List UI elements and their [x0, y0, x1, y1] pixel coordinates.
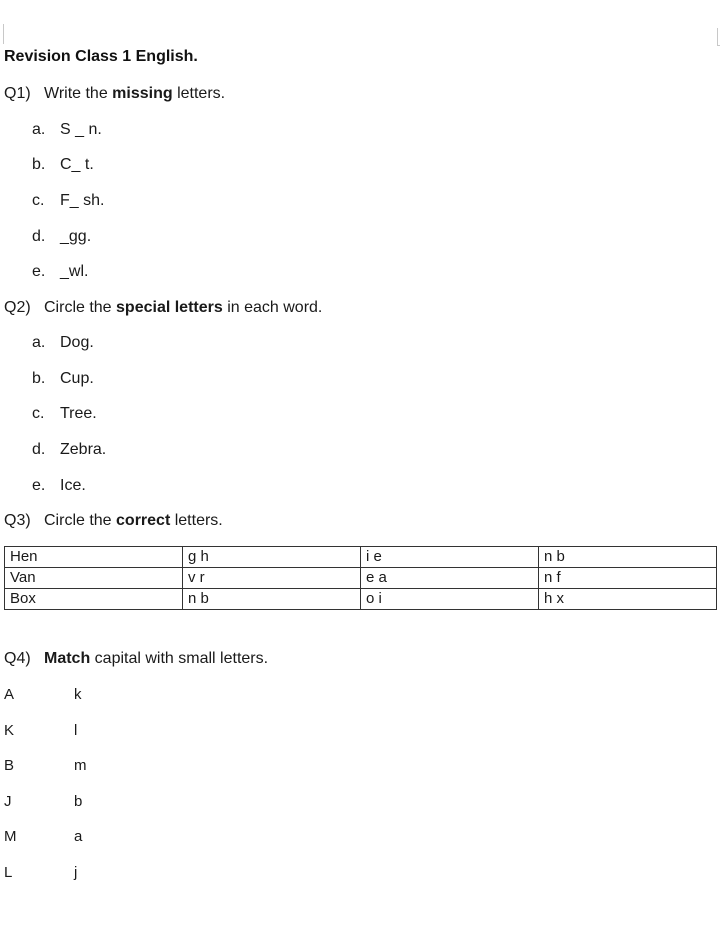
small-letter: a	[74, 828, 83, 845]
capital-letter: K	[4, 722, 15, 739]
q2-item-d-letter: d.	[32, 441, 46, 458]
small-letter: j	[74, 864, 78, 881]
table-cell-choice: v r	[183, 568, 361, 589]
question-4-number: Q4)	[4, 650, 31, 667]
q1-item-c-letter: c.	[32, 192, 45, 209]
table-row	[5, 568, 717, 589]
table-cell-choice: h x	[539, 589, 717, 610]
capital-letter: A	[4, 686, 15, 703]
q1-item-b	[32, 156, 94, 174]
table-cell-choice: o i	[361, 589, 539, 610]
q1-item-e-text: _wl.	[60, 263, 89, 280]
question-1	[4, 85, 225, 103]
page-corner-mark-left	[3, 24, 4, 44]
q2-item-c-letter: c.	[32, 405, 45, 422]
q2-item-e-letter: e.	[32, 477, 46, 494]
q1-item-a-text: S _ n.	[60, 121, 102, 138]
table-cell-word: Box	[5, 589, 183, 610]
question-1-bold: missing	[112, 85, 173, 102]
q2-item-c	[32, 405, 97, 423]
question-3-number: Q3)	[4, 512, 31, 529]
question-2-post: in each word.	[222, 299, 323, 316]
q1-item-a	[32, 121, 102, 139]
capital-letter: B	[4, 757, 15, 774]
q2-item-a	[32, 334, 94, 352]
q2-item-c-text: Tree.	[60, 405, 97, 422]
document-title: Revision Class 1 English.	[4, 48, 198, 65]
q2-item-e-text: Ice.	[60, 477, 86, 494]
question-2-bold: special letters	[116, 299, 223, 316]
table-cell-choice: e a	[361, 568, 539, 589]
q2-item-b-letter: b.	[32, 370, 46, 387]
q2-item-b-text: Cup.	[60, 370, 94, 387]
question-4	[4, 650, 268, 668]
q1-item-b-letter: b.	[32, 156, 46, 173]
question-3	[4, 512, 223, 530]
small-letter: b	[74, 793, 83, 810]
table-cell-word: Van	[5, 568, 183, 589]
q1-item-d	[32, 228, 91, 246]
capital-letter: J	[4, 793, 12, 810]
table-row	[5, 547, 717, 568]
small-letter: l	[74, 722, 78, 739]
question-2	[4, 299, 322, 317]
q1-item-b-text: C_ t.	[60, 156, 94, 173]
question-3-post: letters.	[170, 512, 223, 529]
q1-item-c-text: F_ sh.	[60, 192, 105, 209]
question-1-post: letters.	[172, 85, 226, 102]
q2-item-d-text: Zebra.	[60, 441, 107, 458]
table-cell-word: Hen	[5, 547, 183, 568]
table-cell-choice: n f	[539, 568, 717, 589]
question-1-number: Q1)	[4, 85, 31, 102]
q2-item-b	[32, 370, 94, 388]
q1-item-a-letter: a.	[32, 121, 46, 138]
page-corner-mark-right	[717, 28, 718, 46]
table-cell-choice: n b	[539, 547, 717, 568]
q2-item-d	[32, 441, 106, 459]
table-cell-choice: n b	[183, 589, 361, 610]
q1-item-d-letter: d.	[32, 228, 46, 245]
question-2-pre: Circle the	[44, 299, 117, 316]
capital-letter: M	[4, 828, 17, 845]
q1-item-c	[32, 192, 104, 210]
small-letter: m	[74, 757, 87, 774]
question-1-pre: Write the	[44, 85, 113, 102]
question-3-bold: correct	[116, 512, 171, 529]
q2-item-a-letter: a.	[32, 334, 46, 351]
question-4-post: capital with small letters.	[90, 650, 269, 667]
question-2-number: Q2)	[4, 299, 31, 316]
question-3-pre: Circle the	[44, 512, 117, 529]
q1-item-e-letter: e.	[32, 263, 46, 280]
small-letter: k	[74, 686, 82, 703]
question-4-bold: Match	[44, 650, 91, 667]
q1-item-e	[32, 263, 88, 281]
q2-item-a-text: Dog.	[60, 334, 94, 351]
q1-item-d-text: _gg.	[60, 228, 92, 245]
table-cell-choice: i e	[361, 547, 539, 568]
letters-table	[4, 546, 717, 610]
table-cell-choice: g h	[183, 547, 361, 568]
table-row	[5, 589, 717, 610]
q2-item-e	[32, 477, 86, 495]
capital-letter: L	[4, 864, 13, 881]
